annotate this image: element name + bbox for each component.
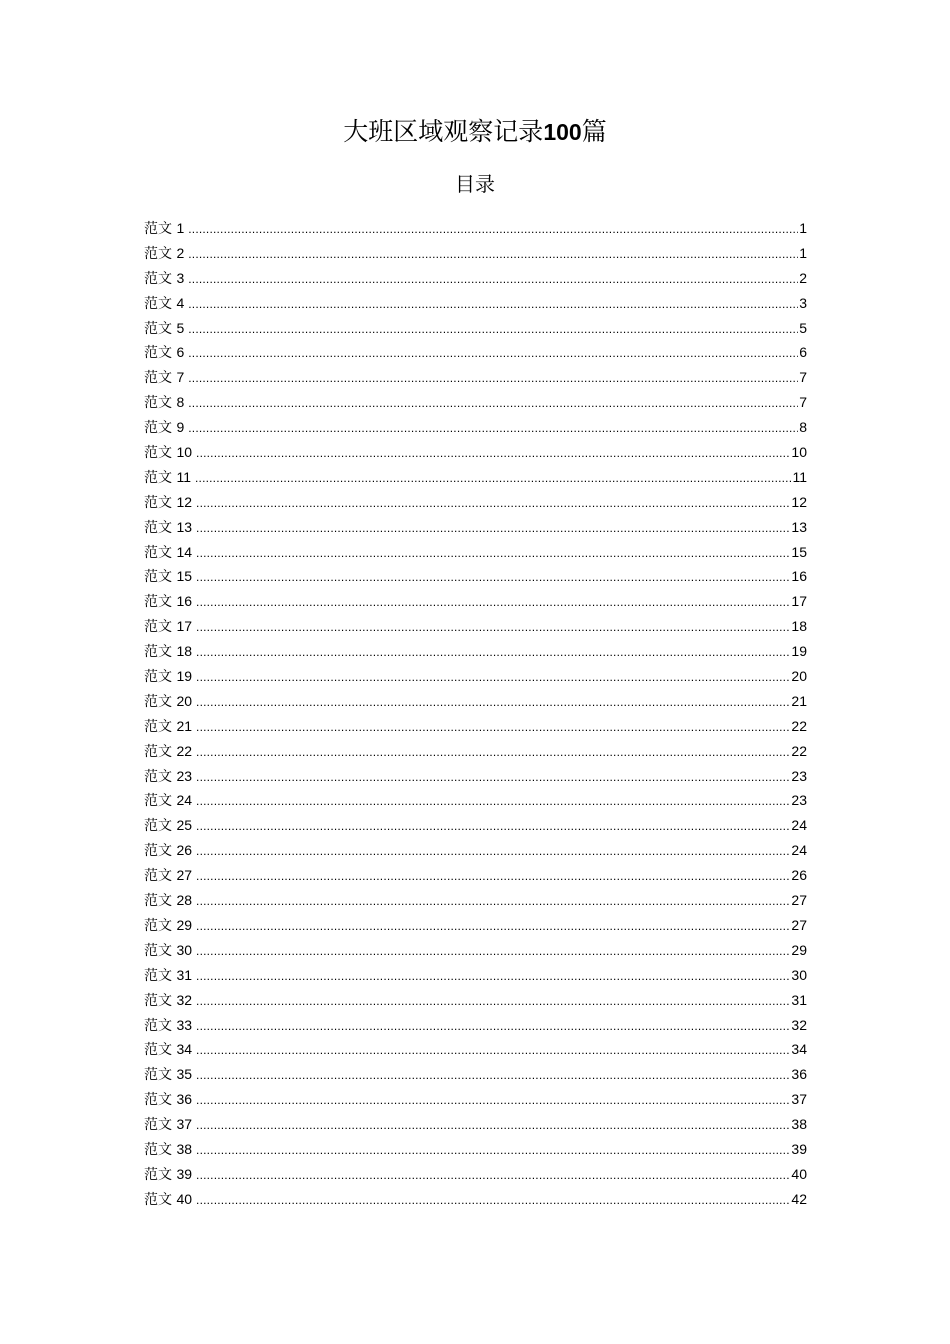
- toc-dot-leader: [196, 889, 790, 914]
- toc-entry-label: [144, 913, 192, 939]
- toc-entry-number: 18: [176, 643, 193, 660]
- toc-entry-page-number: 27: [791, 892, 807, 909]
- toc-entry-prefix: 范文: [144, 1092, 172, 1109]
- toc-entry-label: [144, 988, 192, 1014]
- toc-entry-label: [144, 1062, 192, 1088]
- toc-entry-label: [144, 415, 184, 441]
- toc-entry-page-number: 27: [791, 916, 807, 933]
- toc-entry-prefix: 范文: [144, 544, 172, 561]
- toc-entry-prefix: 范文: [144, 569, 172, 586]
- toc-dot-leader: [188, 341, 798, 366]
- toc-entry-label: [144, 1013, 192, 1039]
- toc-entry[interactable]: [144, 390, 807, 415]
- toc-entry[interactable]: [144, 1062, 807, 1087]
- toc-entry[interactable]: [144, 540, 807, 565]
- toc-entry-number: 3: [176, 269, 185, 286]
- toc-entry-label: [144, 838, 192, 864]
- toc-entry[interactable]: [144, 465, 807, 490]
- toc-entry-page-number: 24: [791, 817, 807, 834]
- toc-dot-leader: [196, 1088, 790, 1113]
- toc-entry[interactable]: [144, 564, 807, 589]
- toc-entry-prefix: 范文: [144, 519, 172, 536]
- toc-entry[interactable]: [144, 739, 807, 764]
- toc-entry-prefix: 范文: [144, 868, 172, 885]
- toc-entry-number: 24: [176, 792, 193, 809]
- toc-entry-number: 22: [176, 742, 193, 759]
- toc-dot-leader: [196, 615, 790, 640]
- toc-dot-leader: [188, 267, 798, 292]
- toc-dot-leader: [188, 242, 798, 267]
- toc-entry-number: 15: [176, 568, 193, 585]
- toc-dot-leader: [196, 690, 790, 715]
- toc-entry-page-number: 26: [791, 867, 807, 884]
- toc-entry-page-number: 10: [791, 444, 807, 461]
- toc-entry-number: 38: [176, 1140, 193, 1157]
- toc-entry-label: [144, 963, 192, 989]
- toc-entry-prefix: 范文: [144, 1017, 172, 1034]
- toc-entry[interactable]: [144, 440, 807, 465]
- toc-entry[interactable]: [144, 938, 807, 963]
- toc-entry-page-number: 34: [791, 1041, 807, 1058]
- toc-entry-number: 16: [176, 593, 193, 610]
- toc-entry-prefix: 范文: [144, 295, 172, 312]
- toc-dot-leader: [196, 740, 790, 765]
- toc-entry-label: [144, 614, 192, 640]
- toc-entry-prefix: 范文: [144, 793, 172, 810]
- toc-entry-page-number: 7: [799, 369, 807, 386]
- toc-entry-page-number: 16: [791, 568, 807, 585]
- toc-entry-label: [144, 390, 184, 416]
- toc-entry-prefix: 范文: [144, 270, 172, 287]
- toc-dot-leader: [196, 1113, 790, 1138]
- toc-entry-page-number: 22: [791, 717, 807, 734]
- toc-entry[interactable]: [144, 589, 807, 614]
- toc-entry-number: 34: [176, 1041, 193, 1058]
- toc-entry-page-number: 11: [792, 468, 807, 485]
- toc-entry[interactable]: [144, 241, 807, 266]
- toc-entry-number: 35: [176, 1066, 193, 1083]
- toc-dot-leader: [196, 989, 790, 1014]
- toc-dot-leader: [196, 715, 790, 740]
- toc-dot-leader: [196, 839, 790, 864]
- toc-entry-prefix: 范文: [144, 893, 172, 910]
- toc-entry-page-number: 23: [791, 792, 807, 809]
- toc-entry-number: 21: [176, 717, 193, 734]
- toc-entry-page-number: 8: [799, 419, 807, 436]
- toc-entry-page-number: 39: [791, 1140, 807, 1157]
- toc-entry-number: 7: [176, 369, 185, 386]
- toc-entry-prefix: 范文: [144, 619, 172, 636]
- toc-entry-number: 13: [176, 518, 193, 535]
- toc-entry-prefix: 范文: [144, 1166, 172, 1183]
- toc-dot-leader: [196, 1188, 790, 1213]
- toc-entry-prefix: 范文: [144, 320, 172, 337]
- toc-entry-label: [144, 764, 192, 790]
- toc-entry-number: 20: [176, 692, 193, 709]
- toc-entry-number: 19: [176, 668, 193, 685]
- toc-entry[interactable]: [144, 838, 807, 863]
- toc-entry-prefix: 范文: [144, 245, 172, 262]
- toc-entry-page-number: 19: [791, 643, 807, 660]
- toc-dot-leader: [196, 590, 790, 615]
- toc-entry[interactable]: [144, 415, 807, 440]
- toc-dot-leader: [196, 1138, 790, 1163]
- toc-entry[interactable]: [144, 316, 807, 341]
- toc-entry-prefix: 范文: [144, 718, 172, 735]
- toc-dot-leader: [196, 1163, 790, 1188]
- toc-entry-prefix: 范文: [144, 967, 172, 984]
- toc-entry-prefix: 范文: [144, 345, 172, 362]
- toc-entry-page-number: 29: [791, 941, 807, 958]
- toc-entry-label: [144, 863, 192, 889]
- toc-entry[interactable]: [144, 963, 807, 988]
- toc-entry-number: 25: [176, 817, 193, 834]
- toc-entry-page-number: 37: [791, 1091, 807, 1108]
- toc-entry-number: 40: [176, 1190, 193, 1207]
- toc-entry[interactable]: [144, 614, 807, 639]
- toc-heading: 目录: [455, 174, 495, 196]
- toc-entry-number: 39: [176, 1165, 193, 1182]
- toc-entry-prefix: 范文: [144, 445, 172, 462]
- toc-entry-label: [144, 564, 192, 590]
- toc-entry-label: [144, 291, 184, 317]
- toc-entry[interactable]: [144, 340, 807, 365]
- toc-entry-number: 11: [176, 468, 191, 485]
- toc-entry-number: 30: [176, 941, 193, 958]
- toc-entry-page-number: 21: [791, 692, 807, 709]
- toc-entry[interactable]: [144, 913, 807, 938]
- toc-entry-label: [144, 689, 192, 715]
- toc-dot-leader: [188, 366, 798, 391]
- toc-entry-number: 28: [176, 892, 193, 909]
- toc-entry-prefix: 范文: [144, 942, 172, 959]
- toc-entry-page-number: 12: [791, 493, 807, 510]
- toc-entry-label: [144, 540, 192, 566]
- toc-entry-label: [144, 340, 184, 366]
- toc-entry-page-number: 7: [799, 394, 807, 411]
- toc-entry-label: [144, 664, 192, 690]
- toc-entry-label: [144, 440, 192, 466]
- toc-entry-page-number: 30: [791, 966, 807, 983]
- toc-dot-leader: [195, 466, 791, 491]
- toc-entry-number: 10: [176, 444, 193, 461]
- toc-entry-prefix: 范文: [144, 1117, 172, 1134]
- toc-entry-page-number: 24: [791, 842, 807, 859]
- toc-entry-label: [144, 714, 192, 740]
- toc-entry-number: 33: [176, 1016, 193, 1033]
- toc-entry-number: 27: [176, 867, 193, 884]
- toc-entry-prefix: 范文: [144, 693, 172, 710]
- toc-entry-prefix: 范文: [144, 669, 172, 686]
- toc-entry-label: [144, 216, 184, 242]
- toc-entry-page-number: 5: [799, 319, 807, 336]
- toc-entry-page-number: 32: [791, 1016, 807, 1033]
- toc-entry-page-number: 3: [799, 294, 807, 311]
- toc-entry-label: [144, 490, 192, 516]
- toc-dot-leader: [196, 765, 790, 790]
- toc-entry-page-number: 40: [791, 1165, 807, 1182]
- toc-dot-leader: [188, 217, 798, 242]
- toc-entry-prefix: 范文: [144, 743, 172, 760]
- toc-entry-number: 23: [176, 767, 193, 784]
- toc-entry[interactable]: [144, 1137, 807, 1162]
- toc-entry-label: [144, 465, 191, 491]
- toc-entry[interactable]: [144, 1037, 807, 1062]
- toc-entry-prefix: 范文: [144, 1191, 172, 1208]
- toc-entry-label: [144, 639, 192, 665]
- toc-entry[interactable]: [144, 664, 807, 689]
- toc-entry-page-number: 23: [791, 767, 807, 784]
- document-title-prefix: 大班区域观察记录: [343, 119, 544, 146]
- toc-dot-leader: [196, 441, 790, 466]
- toc-entry-page-number: 1: [799, 244, 807, 261]
- toc-entry-prefix: 范文: [144, 395, 172, 412]
- toc-dot-leader: [196, 665, 790, 690]
- table-of-contents: [144, 216, 807, 1212]
- toc-entry[interactable]: [144, 1112, 807, 1137]
- toc-entry[interactable]: [144, 515, 807, 540]
- toc-entry-prefix: 范文: [144, 221, 172, 237]
- toc-entry-page-number: 22: [791, 742, 807, 759]
- toc-entry-page-number: 36: [791, 1066, 807, 1083]
- toc-entry-prefix: 范文: [144, 594, 172, 611]
- toc-entry[interactable]: [144, 639, 807, 664]
- toc-entry-number: 5: [176, 319, 185, 336]
- document-title-number: 100: [543, 119, 582, 145]
- toc-entry-number: 12: [176, 493, 193, 510]
- toc-entry-number: 26: [176, 842, 193, 859]
- toc-entry-number: 14: [176, 543, 193, 560]
- toc-dot-leader: [196, 565, 790, 590]
- toc-entry-label: [144, 515, 192, 541]
- toc-entry-prefix: 范文: [144, 370, 172, 387]
- toc-entry-prefix: 范文: [144, 494, 172, 511]
- document-title-suffix: 篇: [581, 119, 607, 146]
- toc-entry-number: 32: [176, 991, 193, 1008]
- toc-dot-leader: [188, 292, 798, 317]
- toc-entry[interactable]: [144, 1162, 807, 1187]
- toc-dot-leader: [188, 416, 798, 441]
- toc-entry-page-number: 1: [799, 220, 807, 236]
- toc-entry[interactable]: [144, 813, 807, 838]
- toc-dot-leader: [196, 516, 790, 541]
- toc-dot-leader: [196, 640, 790, 665]
- toc-entry[interactable]: [144, 1013, 807, 1038]
- toc-entry[interactable]: [144, 291, 807, 316]
- toc-entry[interactable]: [144, 689, 807, 714]
- toc-entry-label: [144, 813, 192, 839]
- toc-dot-leader: [196, 491, 790, 516]
- toc-dot-leader: [196, 1038, 790, 1063]
- toc-entry-page-number: 31: [791, 991, 807, 1008]
- toc-entry-page-number: 17: [791, 593, 807, 610]
- toc-entry-number: 8: [176, 394, 185, 411]
- toc-entry-number: 31: [176, 966, 193, 983]
- toc-entry-number: 2: [176, 244, 185, 261]
- toc-entry-label: [144, 1137, 192, 1163]
- toc-entry-page-number: 6: [799, 344, 807, 361]
- toc-entry-prefix: 范文: [144, 469, 172, 486]
- toc-entry-label: [144, 365, 184, 391]
- toc-entry-number: 4: [176, 294, 185, 311]
- toc-entry-label: [144, 241, 184, 267]
- toc-dot-leader: [196, 914, 790, 939]
- toc-dot-leader: [196, 964, 790, 989]
- toc-entry-number: 1: [176, 220, 185, 236]
- toc-entry-label: [144, 788, 192, 814]
- toc-entry-label: [144, 589, 192, 615]
- toc-entry-number: 37: [176, 1116, 193, 1133]
- toc-entry-number: 9: [176, 419, 185, 436]
- toc-entry-page-number: 13: [791, 518, 807, 535]
- toc-entry-prefix: 范文: [144, 768, 172, 785]
- toc-entry-label: [144, 938, 192, 964]
- toc-entry-prefix: 范文: [144, 1042, 172, 1059]
- toc-entry-prefix: 范文: [144, 1141, 172, 1158]
- toc-entry-prefix: 范文: [144, 917, 172, 934]
- toc-entry-page-number: 38: [791, 1116, 807, 1133]
- toc-dot-leader: [188, 391, 798, 416]
- toc-entry-prefix: 范文: [144, 1067, 172, 1084]
- toc-entry[interactable]: [144, 365, 807, 390]
- toc-dot-leader: [196, 541, 790, 566]
- toc-entry[interactable]: [144, 764, 807, 789]
- toc-entry-page-number: 20: [791, 668, 807, 685]
- toc-dot-leader: [196, 789, 790, 814]
- toc-entry-label: [144, 266, 184, 292]
- toc-entry[interactable]: [144, 988, 807, 1013]
- toc-entry[interactable]: [144, 714, 807, 739]
- toc-entry-page-number: 15: [791, 543, 807, 560]
- toc-entry-label: [144, 1087, 192, 1113]
- toc-dot-leader: [196, 1063, 790, 1088]
- toc-entry-page-number: 42: [791, 1190, 807, 1207]
- toc-dot-leader: [196, 939, 790, 964]
- toc-entry-prefix: 范文: [144, 818, 172, 835]
- toc-entry-label: [144, 316, 184, 342]
- toc-entry-label: [144, 1037, 192, 1063]
- toc-dot-leader: [196, 864, 790, 889]
- toc-entry-prefix: 范文: [144, 843, 172, 860]
- toc-entry-prefix: 范文: [144, 644, 172, 661]
- toc-entry-number: 36: [176, 1091, 193, 1108]
- toc-entry-number: 6: [176, 344, 185, 361]
- toc-entry-prefix: 范文: [144, 420, 172, 437]
- toc-entry-prefix: 范文: [144, 992, 172, 1009]
- toc-entry-page-number: 18: [791, 618, 807, 635]
- toc-entry[interactable]: [144, 266, 807, 291]
- toc-entry-label: [144, 888, 192, 914]
- toc-entry[interactable]: [144, 1087, 807, 1112]
- toc-entry[interactable]: [144, 788, 807, 813]
- toc-entry[interactable]: [144, 863, 807, 888]
- toc-entry-page-number: 2: [799, 269, 807, 286]
- toc-entry[interactable]: [144, 216, 807, 241]
- toc-entry-label: [144, 1187, 192, 1213]
- toc-entry-label: [144, 1112, 192, 1138]
- toc-entry-label: [144, 739, 192, 765]
- toc-entry-number: 17: [176, 618, 193, 635]
- document-title: [0, 114, 950, 151]
- toc-entry-number: 29: [176, 916, 193, 933]
- toc-dot-leader: [196, 814, 790, 839]
- toc-entry[interactable]: [144, 888, 807, 913]
- toc-dot-leader: [196, 1014, 790, 1039]
- toc-entry-label: [144, 1162, 192, 1188]
- toc-entry[interactable]: [144, 490, 807, 515]
- toc-dot-leader: [188, 317, 798, 342]
- toc-entry[interactable]: [144, 1187, 807, 1212]
